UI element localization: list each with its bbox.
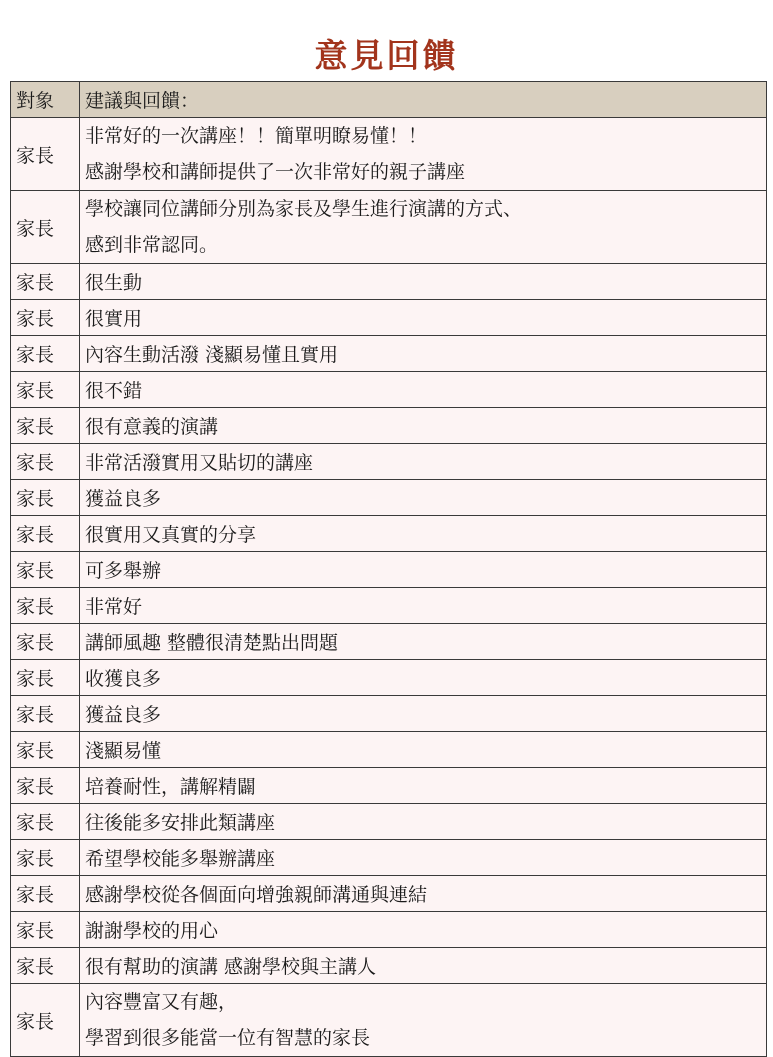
row-feedback: 往後能多安排此類講座 (80, 804, 767, 840)
row-feedback (80, 118, 767, 191)
row-target: 家長 (11, 984, 80, 1057)
table-row (11, 804, 767, 840)
row-target: 家長 (11, 696, 80, 732)
table-row (11, 696, 767, 732)
row-feedback: 非常好 (80, 588, 767, 624)
feedback-line: 感到非常認同。 (85, 234, 219, 256)
row-feedback: 很有幫助的演講 感謝學校與主講人 (80, 948, 767, 984)
table-row (11, 372, 767, 408)
table-row (11, 336, 767, 372)
table-body (11, 118, 767, 1057)
row-target: 家長 (11, 408, 80, 444)
row-target: 家長 (11, 768, 80, 804)
table-row (11, 300, 767, 336)
feedback-line: 感謝學校和講師提供了一次非常好的親子講座 (85, 161, 466, 183)
table-row (11, 912, 767, 948)
table-row (11, 876, 767, 912)
row-feedback: 很生動 (80, 264, 767, 300)
table-row (11, 408, 767, 444)
table-row (11, 552, 767, 588)
row-feedback: 講師風趣 整體很清楚點出問題 (80, 624, 767, 660)
row-feedback: 非常活潑實用又貼切的講座 (80, 444, 767, 480)
table-row (11, 191, 767, 264)
row-feedback: 很有意義的演講 (80, 408, 767, 444)
table-row (11, 732, 767, 768)
row-feedback (80, 191, 767, 264)
row-target: 家長 (11, 588, 80, 624)
row-target: 家長 (11, 118, 80, 191)
row-feedback: 淺顯易懂 (80, 732, 767, 768)
row-feedback: 獲益良多 (80, 696, 767, 732)
row-target: 家長 (11, 876, 80, 912)
table-row (11, 660, 767, 696)
table-row (11, 118, 767, 191)
row-target: 家長 (11, 912, 80, 948)
table-row (11, 948, 767, 984)
feedback-line: 非常好的一次講座！！簡單明瞭易懂！！ (85, 125, 428, 147)
table-row (11, 588, 767, 624)
table-row (11, 480, 767, 516)
row-feedback: 很實用又真實的分享 (80, 516, 767, 552)
row-feedback: 很不錯 (80, 372, 767, 408)
row-target: 家長 (11, 840, 80, 876)
page-title: 意見回饋 (314, 36, 459, 75)
header-target: 對象 (11, 82, 80, 118)
row-target: 家長 (11, 624, 80, 660)
row-target: 家長 (11, 732, 80, 768)
row-target: 家長 (11, 660, 80, 696)
table-header-row (11, 82, 767, 118)
feedback-line: 內容豐富又有趣， (85, 991, 238, 1013)
row-target: 家長 (11, 191, 80, 264)
row-feedback: 培養耐性，講解精闢 (80, 768, 767, 804)
row-feedback: 可多舉辦 (80, 552, 767, 588)
row-target: 家長 (11, 552, 80, 588)
row-target: 家長 (11, 444, 80, 480)
row-target: 家長 (11, 948, 80, 984)
table-row (11, 444, 767, 480)
row-target: 家長 (11, 372, 80, 408)
feedback-line: 學習到很多能當一位有智慧的家長 (85, 1027, 371, 1049)
row-feedback: 很實用 (80, 300, 767, 336)
feedback-line: 學校讓同位講師分別為家長及學生進行演講的方式、 (85, 198, 523, 220)
feedback-table (10, 81, 767, 1057)
table-row (11, 768, 767, 804)
row-target: 家長 (11, 264, 80, 300)
header-feedback: 建議與回饋： (80, 82, 767, 118)
row-target: 家長 (11, 480, 80, 516)
table-row (11, 840, 767, 876)
row-feedback: 謝謝學校的用心 (80, 912, 767, 948)
row-feedback: 希望學校能多舉辦講座 (80, 840, 767, 876)
table-row (11, 516, 767, 552)
table-row (11, 984, 767, 1057)
row-feedback: 獲益良多 (80, 480, 767, 516)
row-target: 家長 (11, 300, 80, 336)
row-target: 家長 (11, 336, 80, 372)
row-target: 家長 (11, 804, 80, 840)
row-feedback: 內容生動活潑 淺顯易懂且實用 (80, 336, 767, 372)
row-feedback (80, 984, 767, 1057)
table-row (11, 624, 767, 660)
row-feedback: 收獲良多 (80, 660, 767, 696)
row-feedback: 感謝學校從各個面向增強親師溝通與連結 (80, 876, 767, 912)
table-row (11, 264, 767, 300)
row-target: 家長 (11, 516, 80, 552)
